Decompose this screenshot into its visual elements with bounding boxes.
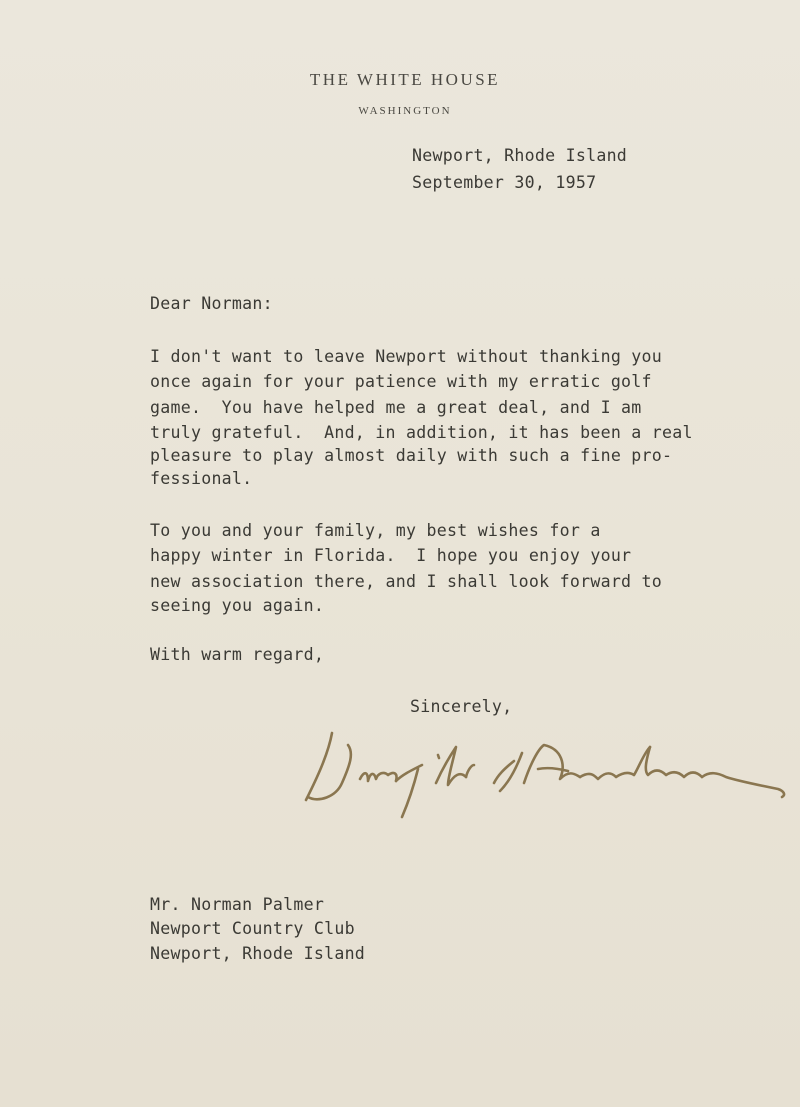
paragraph-1-line: once again for your patience with my erratic golf xyxy=(150,372,652,391)
complimentary-close: Sincerely, xyxy=(410,697,513,716)
letterhead-title: THE WHITE HOUSE xyxy=(309,70,501,89)
salutation: Dear Norman: xyxy=(150,294,273,313)
closing: With warm regard, xyxy=(150,645,325,664)
paragraph-1-line: game. You have helped me a great deal, and I am xyxy=(150,398,642,417)
letterhead-subtitle: WASHINGTON xyxy=(358,105,452,117)
paragraph-1-line: pleasure to play almost daily with such a fine pro- xyxy=(150,446,673,465)
paragraph-1-line: fessional. xyxy=(150,469,253,488)
paragraph-2-line: happy winter in Florida. I hope you enjoy your xyxy=(150,546,632,565)
dateline-date: September 30, 1957 xyxy=(412,173,597,192)
paragraph-2-line: new association there, and I shall look forward to xyxy=(150,572,663,591)
signature-image xyxy=(298,725,798,825)
recipient-organization: Newport Country Club xyxy=(150,919,355,938)
paragraph-2-line: seeing you again. xyxy=(150,596,325,615)
dateline-place: Newport, Rhode Island xyxy=(412,146,628,165)
paragraph-1-line: truly grateful. And, in addition, it has been a real xyxy=(150,423,693,442)
recipient-name: Mr. Norman Palmer xyxy=(150,895,325,914)
recipient-location: Newport, Rhode Island xyxy=(150,944,366,963)
paragraph-1-line: I don't want to leave Newport without thanking you xyxy=(150,347,663,366)
paragraph-2-line: To you and your family, my best wishes for a xyxy=(150,521,601,540)
